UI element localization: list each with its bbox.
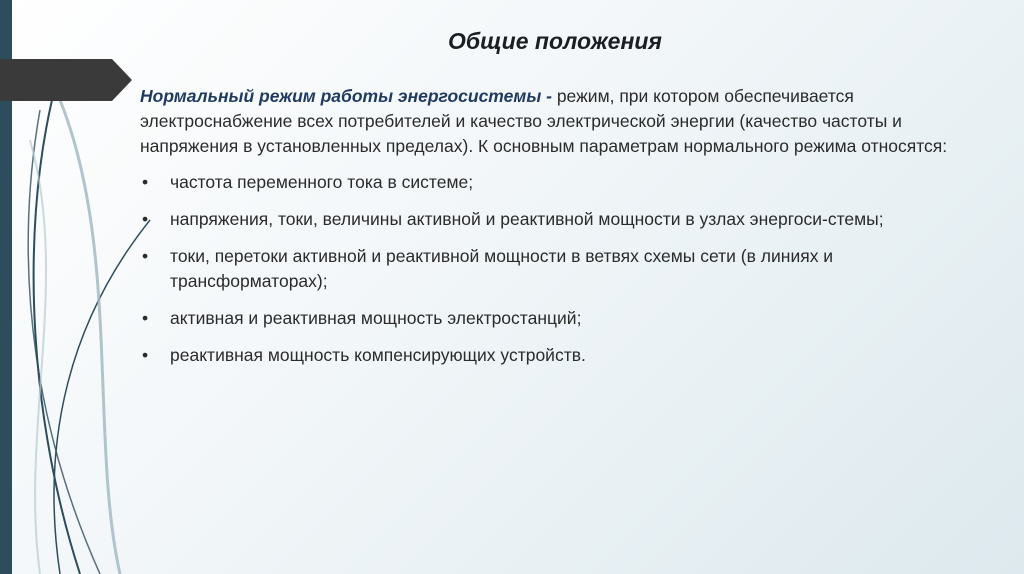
intro-paragraph [140,84,985,159]
intro-term: Нормальный режим работы энергосистемы - [140,86,557,106]
bullet-icon: • [142,246,149,266]
bullet-icon: • [142,308,149,328]
intro-text: режим, при котором обеспечивается электроснабжение всех потребителей и качество электрической энергии (качество частоты и напряжения в установленных пределах). К основным параметрам нормального режима относятся: [140,86,948,156]
list-item [140,244,985,294]
list-item [140,343,985,368]
list-item [140,306,985,331]
list-item-text: активная и реактивная мощность электростанций; [170,308,582,328]
bullet-icon: • [142,345,149,365]
list-item-text: реактивная мощность компенсирующих устройств. [170,345,586,365]
list-item-text: частота переменного тока в системе; [170,172,474,192]
slide-content [140,84,985,380]
slide-title: Общие положения [448,28,662,54]
list-item-text: токи, перетоки активной и реактивной мощности в ветвях схемы сети (в линиях и трансформаторах); [170,246,834,291]
bullet-list [140,170,985,368]
bullet-icon: • [142,172,149,192]
arrow-tab-icon [0,59,132,101]
list-item [140,207,985,232]
list-item [140,170,985,195]
list-item-text: напряжения, токи, величины активной и реактивной мощности в узлах энергоси-стемы; [170,209,884,229]
bullet-icon: • [142,209,149,229]
